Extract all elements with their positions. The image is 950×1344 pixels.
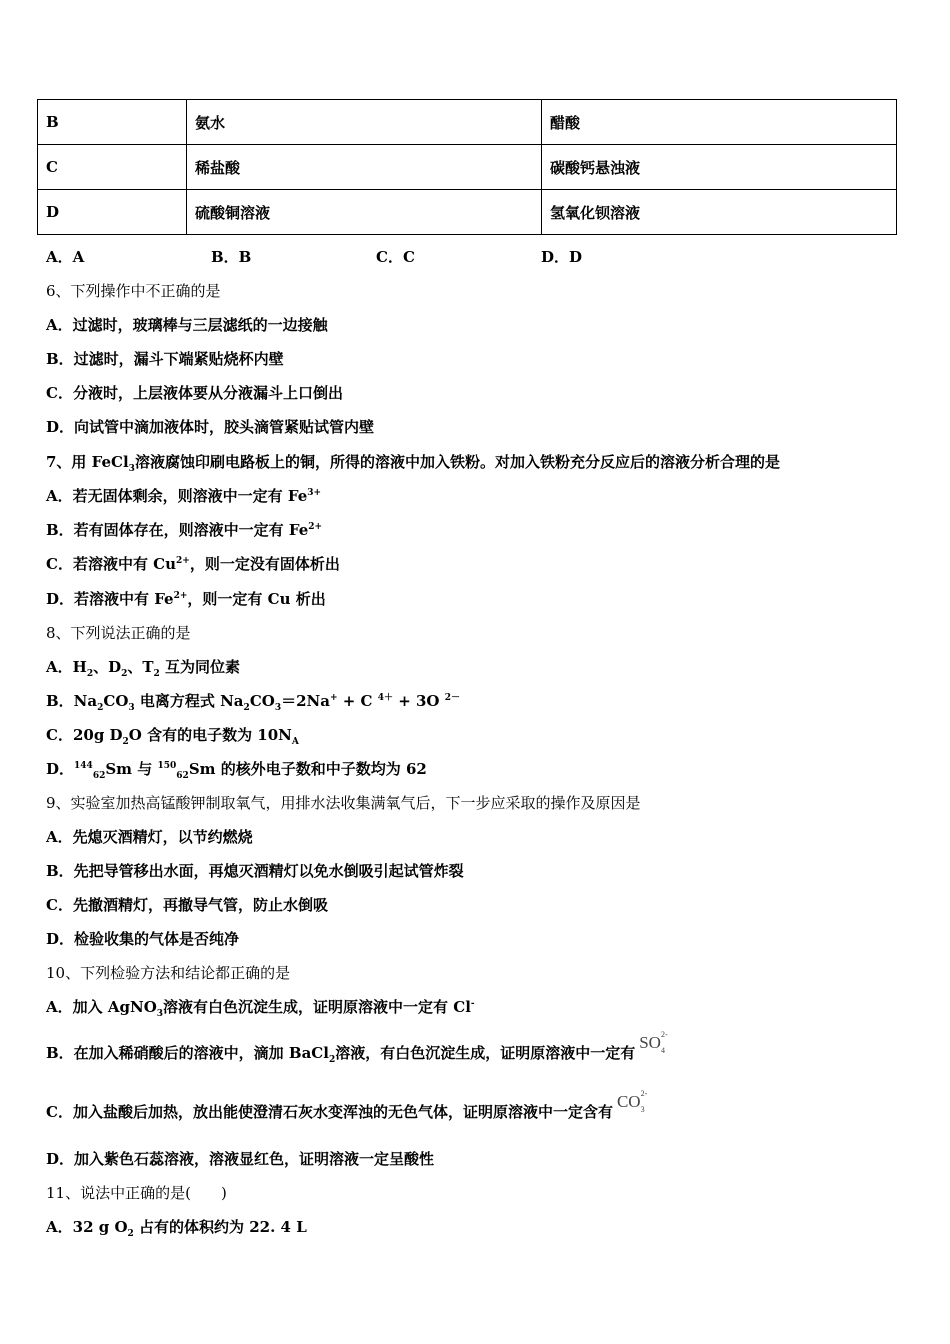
table-cell: 碳酸钙悬浊液: [542, 145, 897, 190]
subscript: 2: [97, 703, 104, 713]
option-7d: [46, 589, 326, 609]
table-cell: 氨水: [187, 100, 542, 145]
option-11a: [46, 1217, 307, 1237]
question-8-stem: 8、下列说法正确的是: [46, 624, 191, 642]
table-cell: 稀盐酸: [187, 145, 542, 190]
text: C．若溶液中有 Cu: [46, 555, 177, 573]
subscript: 2: [86, 669, 94, 679]
text: 电离方程式 Na: [134, 692, 244, 710]
answer-b: B．B: [211, 248, 252, 266]
text: ，则一定有 Cu 析出: [187, 590, 326, 608]
table-row: [38, 100, 897, 145]
carbonate-ion: [616, 1089, 648, 1114]
text: 溶液腐蚀印刷电路板上的铜，所得的溶液中加入铁粉。对加入铁粉充分反应后的溶液分析合理的是: [134, 453, 780, 471]
option-6d: D．向试管中滴加液体时，胶头滴管紧贴试管内壁: [46, 418, 375, 436]
text: C．加入盐酸后加热，放出能使澄清石灰水变浑浊的无色气体，证明原溶液中一定含有: [46, 1103, 613, 1121]
question-7-stem: [46, 452, 780, 472]
text: B．Na: [46, 692, 98, 710]
subscript: 3: [156, 1009, 164, 1019]
text: A．H: [46, 658, 87, 676]
ion-formula: SO: [639, 1033, 661, 1052]
superscript: 4＋: [377, 693, 393, 703]
superscript: 2+: [176, 556, 190, 566]
text: C．20g D: [46, 726, 123, 744]
text: CO: [249, 692, 275, 710]
text: 互为同位素: [159, 658, 241, 676]
option-10b: [46, 1030, 668, 1065]
option-8d: [46, 759, 427, 779]
table-cell: B: [38, 100, 187, 145]
text: 溶液，有白色沉淀生成，证明原溶液中一定有: [335, 1044, 636, 1062]
ion-formula: CO: [616, 1092, 641, 1111]
text: 、T: [127, 658, 154, 676]
option-8b: [46, 691, 460, 711]
text: A．32 g O: [46, 1218, 128, 1236]
ion-count: 3: [640, 1105, 645, 1114]
option-9d: D．检验收集的气体是否纯净: [46, 930, 240, 948]
text: + C: [337, 692, 378, 710]
superscript: -: [470, 999, 475, 1009]
answer-choices: [46, 247, 582, 267]
ion-charge: 2-: [640, 1089, 648, 1098]
subscript: A: [291, 737, 299, 747]
table-cell: 醋酸: [542, 100, 897, 145]
option-9a: A．先熄灭酒精灯，以节约燃烧: [46, 828, 253, 846]
subscript: 3: [128, 703, 135, 713]
sulfate-ion: [639, 1030, 668, 1055]
option-10d: D．加入紫色石蕊溶液，溶液显红色，证明溶液一定呈酸性: [46, 1150, 435, 1168]
subscript: 2: [328, 1055, 336, 1065]
option-8a: [46, 657, 240, 677]
subscript: 3: [128, 464, 135, 474]
superscript: +: [329, 693, 338, 703]
question-11-stem: 11、说法中正确的是( ): [46, 1184, 227, 1202]
superscript: 2+: [173, 591, 188, 601]
mass-number: 144: [74, 761, 93, 771]
text: 占有的体积约为 22. 4 L: [133, 1218, 307, 1236]
option-6c: C．分液时，上层液体要从分液漏斗上口倒出: [46, 384, 343, 402]
table-cell: 硫酸铜溶液: [187, 190, 542, 235]
text: ，则一定没有固体析出: [189, 555, 340, 573]
text: ＝2Na: [281, 692, 330, 710]
ion-count: 4: [660, 1046, 665, 1055]
option-10a: [46, 997, 475, 1017]
question-10-stem: 10、下列检验方法和结论都正确的是: [46, 964, 291, 982]
text: A．加入 AgNO: [46, 998, 157, 1016]
option-7a: [46, 486, 321, 506]
text: B．若有固体存在，则溶液中一定有 Fe: [46, 521, 309, 539]
text: 7、用 FeCl: [46, 453, 129, 471]
ion-charge: 2-: [660, 1030, 668, 1039]
option-9c: C．先撤酒精灯，再撤导气管，防止水倒吸: [46, 896, 328, 914]
text: + 3O: [392, 692, 445, 710]
answer-c: C．C: [376, 248, 415, 266]
subscript: 3: [274, 703, 282, 713]
table-cell: 氢氧化钡溶液: [542, 190, 897, 235]
superscript: 3+: [307, 488, 322, 498]
option-7c: [46, 554, 340, 574]
atomic-number: 62: [92, 771, 106, 781]
option-6a: A．过滤时，玻璃棒与三层滤纸的一边接触: [46, 316, 328, 334]
subscript: 2: [127, 1229, 134, 1239]
table-row: [38, 190, 897, 235]
text: B．在加入稀硝酸后的溶液中，滴加 BaCl: [46, 1044, 329, 1062]
subscript: 2: [121, 669, 128, 679]
answer-d: D．D: [541, 248, 583, 266]
answer-a: A．A: [46, 248, 85, 266]
text: 、D: [93, 658, 122, 676]
text: CO: [103, 692, 129, 710]
subscript: 2: [243, 703, 250, 713]
subscript: 2: [122, 737, 129, 747]
text: Sm 与: [105, 760, 158, 778]
option-6b: B．过滤时，漏斗下端紧贴烧杯内壁: [46, 350, 284, 368]
options-table: [37, 99, 897, 235]
option-8c: [46, 725, 299, 745]
question-9-stem: 9、实验室加热高锰酸钾制取氧气，用排水法收集满氧气后，下一步应采取的操作及原因是: [46, 794, 641, 812]
text: 溶液有白色沉淀生成，证明原溶液中一定有 Cl: [163, 998, 471, 1016]
question-6-stem: 6、下列操作中不正确的是: [46, 282, 221, 300]
mass-number: 150: [157, 761, 177, 771]
atomic-number: 62: [176, 771, 189, 781]
table-row: [38, 145, 897, 190]
text: O 含有的电子数为 10N: [128, 726, 292, 744]
text: Sm 的核外电子数和中子数均为 62: [188, 760, 427, 778]
table-cell: D: [38, 190, 187, 235]
subscript: 2: [153, 669, 160, 679]
text: D．: [46, 760, 75, 778]
option-7b: [46, 520, 322, 540]
superscript: 2+: [308, 522, 323, 532]
text: A．若无固体剩余，则溶液中一定有 Fe: [46, 487, 308, 505]
option-9b: B．先把导管移出水面，再熄灭酒精灯以免水倒吸引起试管炸裂: [46, 862, 464, 880]
text: D．若溶液中有 Fe: [46, 590, 174, 608]
option-10c: [46, 1089, 648, 1122]
superscript: 2－: [444, 693, 460, 703]
table-cell: C: [38, 145, 187, 190]
